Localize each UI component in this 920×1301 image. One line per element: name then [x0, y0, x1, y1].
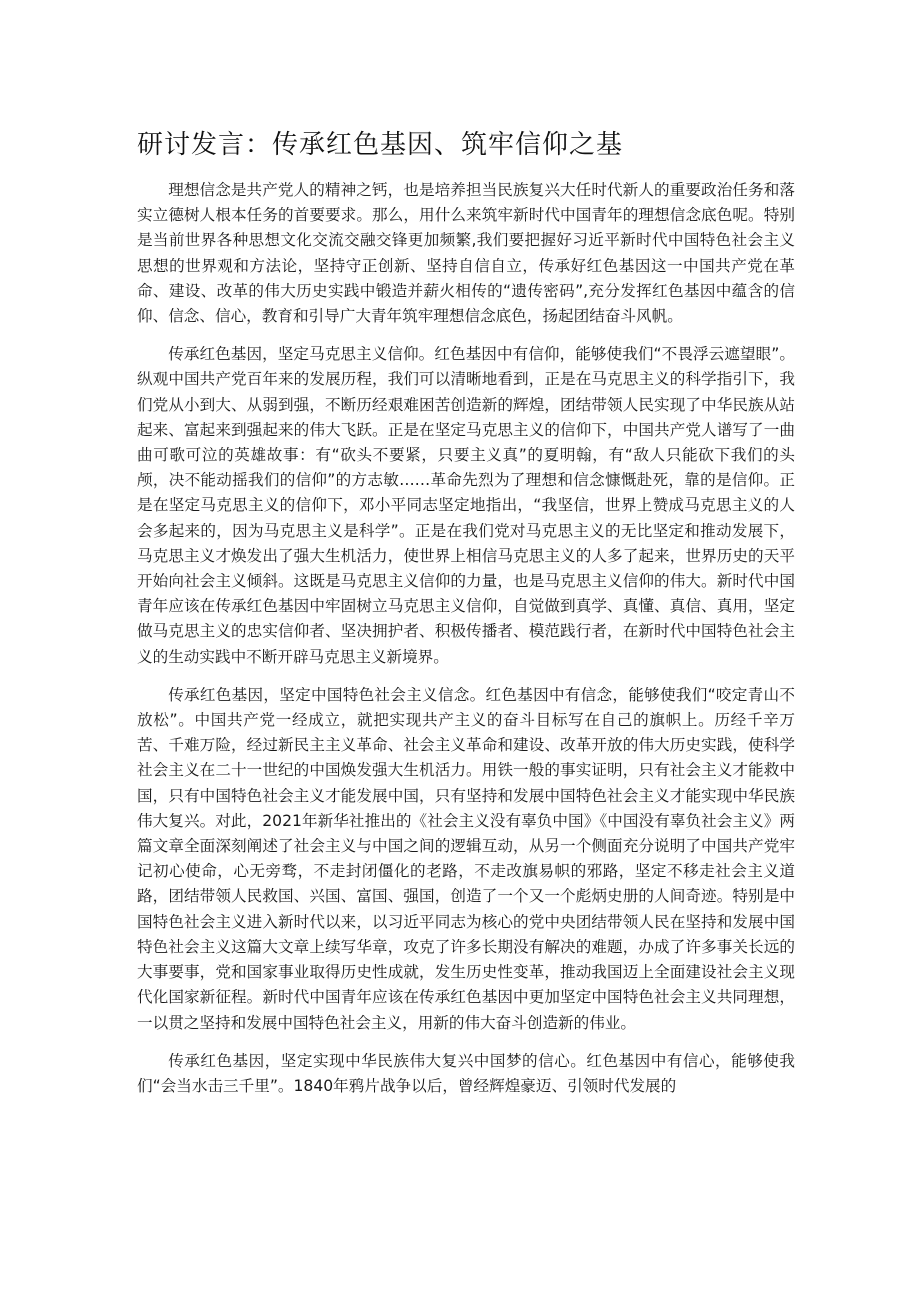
paragraph-marxism-faith: 传承红色基因，坚定马克思主义信仰。红色基因中有信仰，能够使我们“不畏浮云遮望眼”。纵观中国共产党百年来的发展历程，我们可以清晰地看到，正是在马克思主义的科学指引下，我们党从小到大、从弱到强，不断历经艰难困苦创造新的辉煌，团结带领人民实现了中华民族从站起来、富起来到强起来的伟大飞跃。正是在坚定马克思主义的信仰下，中国共产党人谱写了一曲曲可歌可泣的英雄故事：有“砍头不要紧，只要主义真”的夏明翰，有“敌人只能砍下我们的头颅，决不能动摇我们的信仰”的方志敏……革命先烈为了理想和信念慷慨赴死，靠的是信仰。正是在坚定马克思主义的信仰下，邓小平同志坚定地指出，“我坚信，世界上赞成马克思主义的人会多起来的，因为马克思主义是科学”。正是在我们党对马克思主义的无比坚定和推动发展下，马克思主义才焕发出了强大生机活力，使世界上相信马克思主义的人多了起来，世界历史的天平开始向社会主义倾斜。这既是马克思主义信仰的力量，也是马克思主义信仰的伟大。新时代中国青年应该在传承红色基因中牢固树立马克思主义信仰，自觉做到真学、真懂、真信、真用，坚定做马克思主义的忠实信仰者、坚决拥护者、积极传播者、模范践行者，在新时代中国特色社会主义的生动实践中不断开辟马克思主义新境界。: [137, 345, 795, 666]
document-body: [137, 178, 795, 1112]
paragraph-china-dream-confidence: 传承红色基因，坚定实现中华民族伟大复兴中国梦的信心。红色基因中有信心，能够使我们“会当水击三千里”。1840年鸦片战争以后，曾经辉煌豪迈、引领时代发展的: [137, 1051, 795, 1095]
paragraph-socialism-belief: 传承红色基因，坚定中国特色社会主义信念。红色基因中有信念，能够使我们“咬定青山不放松”。中国共产党一经成立，就把实现共产主义的奋斗目标写在自己的旗帜上。历经千辛万苦、千难万险，经过新民主主义革命、社会主义革命和建设、改革开放的伟大历史实践，使科学社会主义在二十一世纪的中国焕发强大生机活力。用铁一般的事实证明，只有社会主义才能救中国，只有中国特色社会主义才能发展中国，只有坚持和发展中国特色社会主义才能实现中华民族伟大复兴。对此，2021年新华社推出的《社会主义没有辜负中国》《中国没有辜负社会主义》两篇文章全面深刻阐述了社会主义与中国之间的逻辑互动，从另一个侧面充分说明了中国共产党牢记初心使命，心无旁骛，不走封闭僵化的老路，不走改旗易帜的邪路，坚定不移走社会主义道路，团结带领人民救国、兴国、富国、强国，创造了一个又一个彪炳史册的人间奇迹。特别是中国特色社会主义进入新时代以来，以习近平同志为核心的党中央团结带领人民在坚持和发展中国特色社会主义这篇大文章上续写华章，攻克了许多长期没有解决的难题，办成了许多事关长远的大事要事，党和国家事业取得历史性成就，发生历史性变革，推动我国迈上全面建设社会主义现代化国家新征程。新时代中国青年应该在传承红色基因中更加坚定中国特色社会主义共同理想，一以贯之坚持和发展中国特色社会主义，用新的伟大奋斗创造新的伟业。: [137, 685, 795, 1032]
paragraph-intro: 理想信念是共产党人的精神之钙，也是培养担当民族复兴大任时代新人的重要政治任务和落实立德树人根本任务的首要要求。那么，用什么来筑牢新时代中国青年的理想信念底色呢。特别是当前世界各种思想文化交流交融交锋更加频繁,我们要把握好习近平新时代中国特色社会主义思想的世界观和方法论，坚持守正创新、坚持自信自立，传承好红色基因这一中国共产党在革命、建设、改革的伟大历史实践中锻造并薪火相传的“遗传密码”,充分发挥红色基因中蕴含的信仰、信念、信心，教育和引导广大青年筑牢理想信念底色，扬起团结奋斗风帆。: [137, 181, 795, 326]
document-title: 研讨发言：传承红色基因、筑牢信仰之基: [137, 130, 624, 160]
